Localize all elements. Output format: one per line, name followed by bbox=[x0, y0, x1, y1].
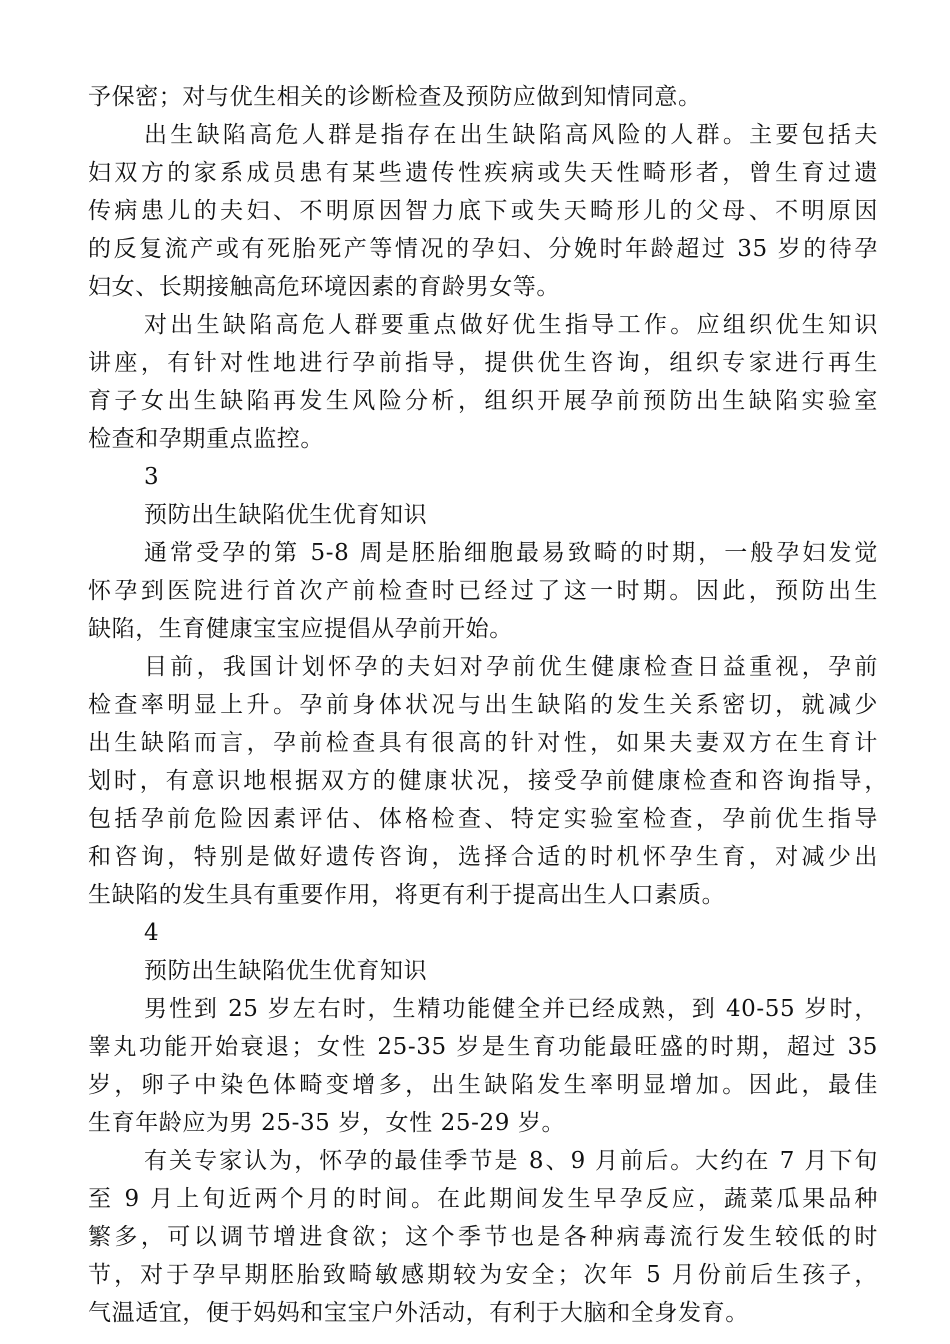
text-line: 怀孕到医院进行首次产前检查时已经过了这一时期。因此，预防出生 bbox=[88, 578, 878, 604]
text-line: 对出生缺陷高危人群要重点做好优生指导工作。应组织优生知识 bbox=[144, 312, 878, 338]
text-line: 传病患儿的夫妇、不明原因智力底下或失天畸形儿的父母、不明原因 bbox=[88, 198, 878, 224]
text-line: 生缺陷的发生具有重要作用，将更有利于提高出生人口素质。 bbox=[88, 882, 726, 908]
text-line: 有关专家认为，怀孕的最佳季节是 8、9 月前后。大约在 7 月下旬 bbox=[144, 1148, 878, 1174]
section-heading: 预防出生缺陷优生优育知识 bbox=[144, 958, 428, 984]
text-line: 出生缺陷高危人群是指存在出生缺陷高风险的人群。主要包括夫 bbox=[144, 122, 878, 148]
text-line: 目前，我国计划怀孕的夫妇对孕前优生健康检查日益重视，孕前 bbox=[144, 654, 878, 680]
text-line: 妇双方的家系成员患有某些遗传性疾病或失天性畸形者，曾生育过遗 bbox=[88, 160, 878, 186]
page-number: 3 bbox=[144, 464, 160, 490]
text-line: 节，对于孕早期胚胎致畸敏感期较为安全；次年 5 月份前后生孩子， bbox=[88, 1262, 878, 1288]
text-line: 育子女出生缺陷再发生风险分析，组织开展孕前预防出生缺陷实验室 bbox=[88, 388, 878, 414]
text-line: 予保密；对与优生相关的诊断检查及预防应做到知情同意。 bbox=[88, 84, 702, 110]
text-line: 妇女、长期接触高危环境因素的育龄男女等。 bbox=[88, 274, 560, 300]
text-line: 男性到 25 岁左右时，生精功能健全并已经成熟，到 40-55 岁时， bbox=[144, 996, 878, 1022]
text-line: 气温适宜，便于妈妈和宝宝户外活动，有利于大脑和全身发育。 bbox=[88, 1300, 749, 1326]
text-line: 检查率明显上升。孕前身体状况与出生缺陷的发生关系密切，就减少 bbox=[88, 692, 878, 718]
text-line: 通常受孕的第 5-8 周是胚胎细胞最易致畸的时期，一般孕妇发觉 bbox=[144, 540, 878, 566]
text-line: 划时，有意识地根据双方的健康状况，接受孕前健康检查和咨询指导， bbox=[88, 768, 888, 794]
text-line: 检查和孕期重点监控。 bbox=[88, 426, 324, 452]
text-line: 的反复流产或有死胎死产等情况的孕妇、分娩时年龄超过 35 岁的待孕 bbox=[88, 236, 878, 262]
text-line: 生育年龄应为男 25-35 岁，女性 25-29 岁。 bbox=[88, 1110, 566, 1136]
text-line: 出生缺陷而言，孕前检查具有很高的针对性，如果夫妻双方在生育计 bbox=[88, 730, 878, 756]
text-line: 讲座，有针对性地进行孕前指导，提供优生咨询，组织专家进行再生 bbox=[88, 350, 878, 376]
text-line: 睾丸功能开始衰退；女性 25-35 岁是生育功能最旺盛的时期，超过 35 bbox=[88, 1034, 878, 1060]
text-line: 包括孕前危险因素评估、体格检查、特定实验室检查，孕前优生指导 bbox=[88, 806, 878, 832]
text-line: 和咨询，特别是做好遗传咨询，选择合适的时机怀孕生育，对减少出 bbox=[88, 844, 878, 870]
page-number: 4 bbox=[144, 920, 160, 946]
section-heading: 预防出生缺陷优生优育知识 bbox=[144, 502, 428, 528]
text-line: 缺陷，生育健康宝宝应提倡从孕前开始。 bbox=[88, 616, 513, 642]
text-line: 繁多，可以调节增进食欲；这个季节也是各种病毒流行发生较低的时 bbox=[88, 1224, 878, 1250]
text-line: 至 9 月上旬近两个月的时间。在此期间发生早孕反应，蔬菜瓜果品种 bbox=[88, 1186, 878, 1212]
text-line: 岁，卵子中染色体畸变增多，出生缺陷发生率明显增加。因此，最佳 bbox=[88, 1072, 878, 1098]
